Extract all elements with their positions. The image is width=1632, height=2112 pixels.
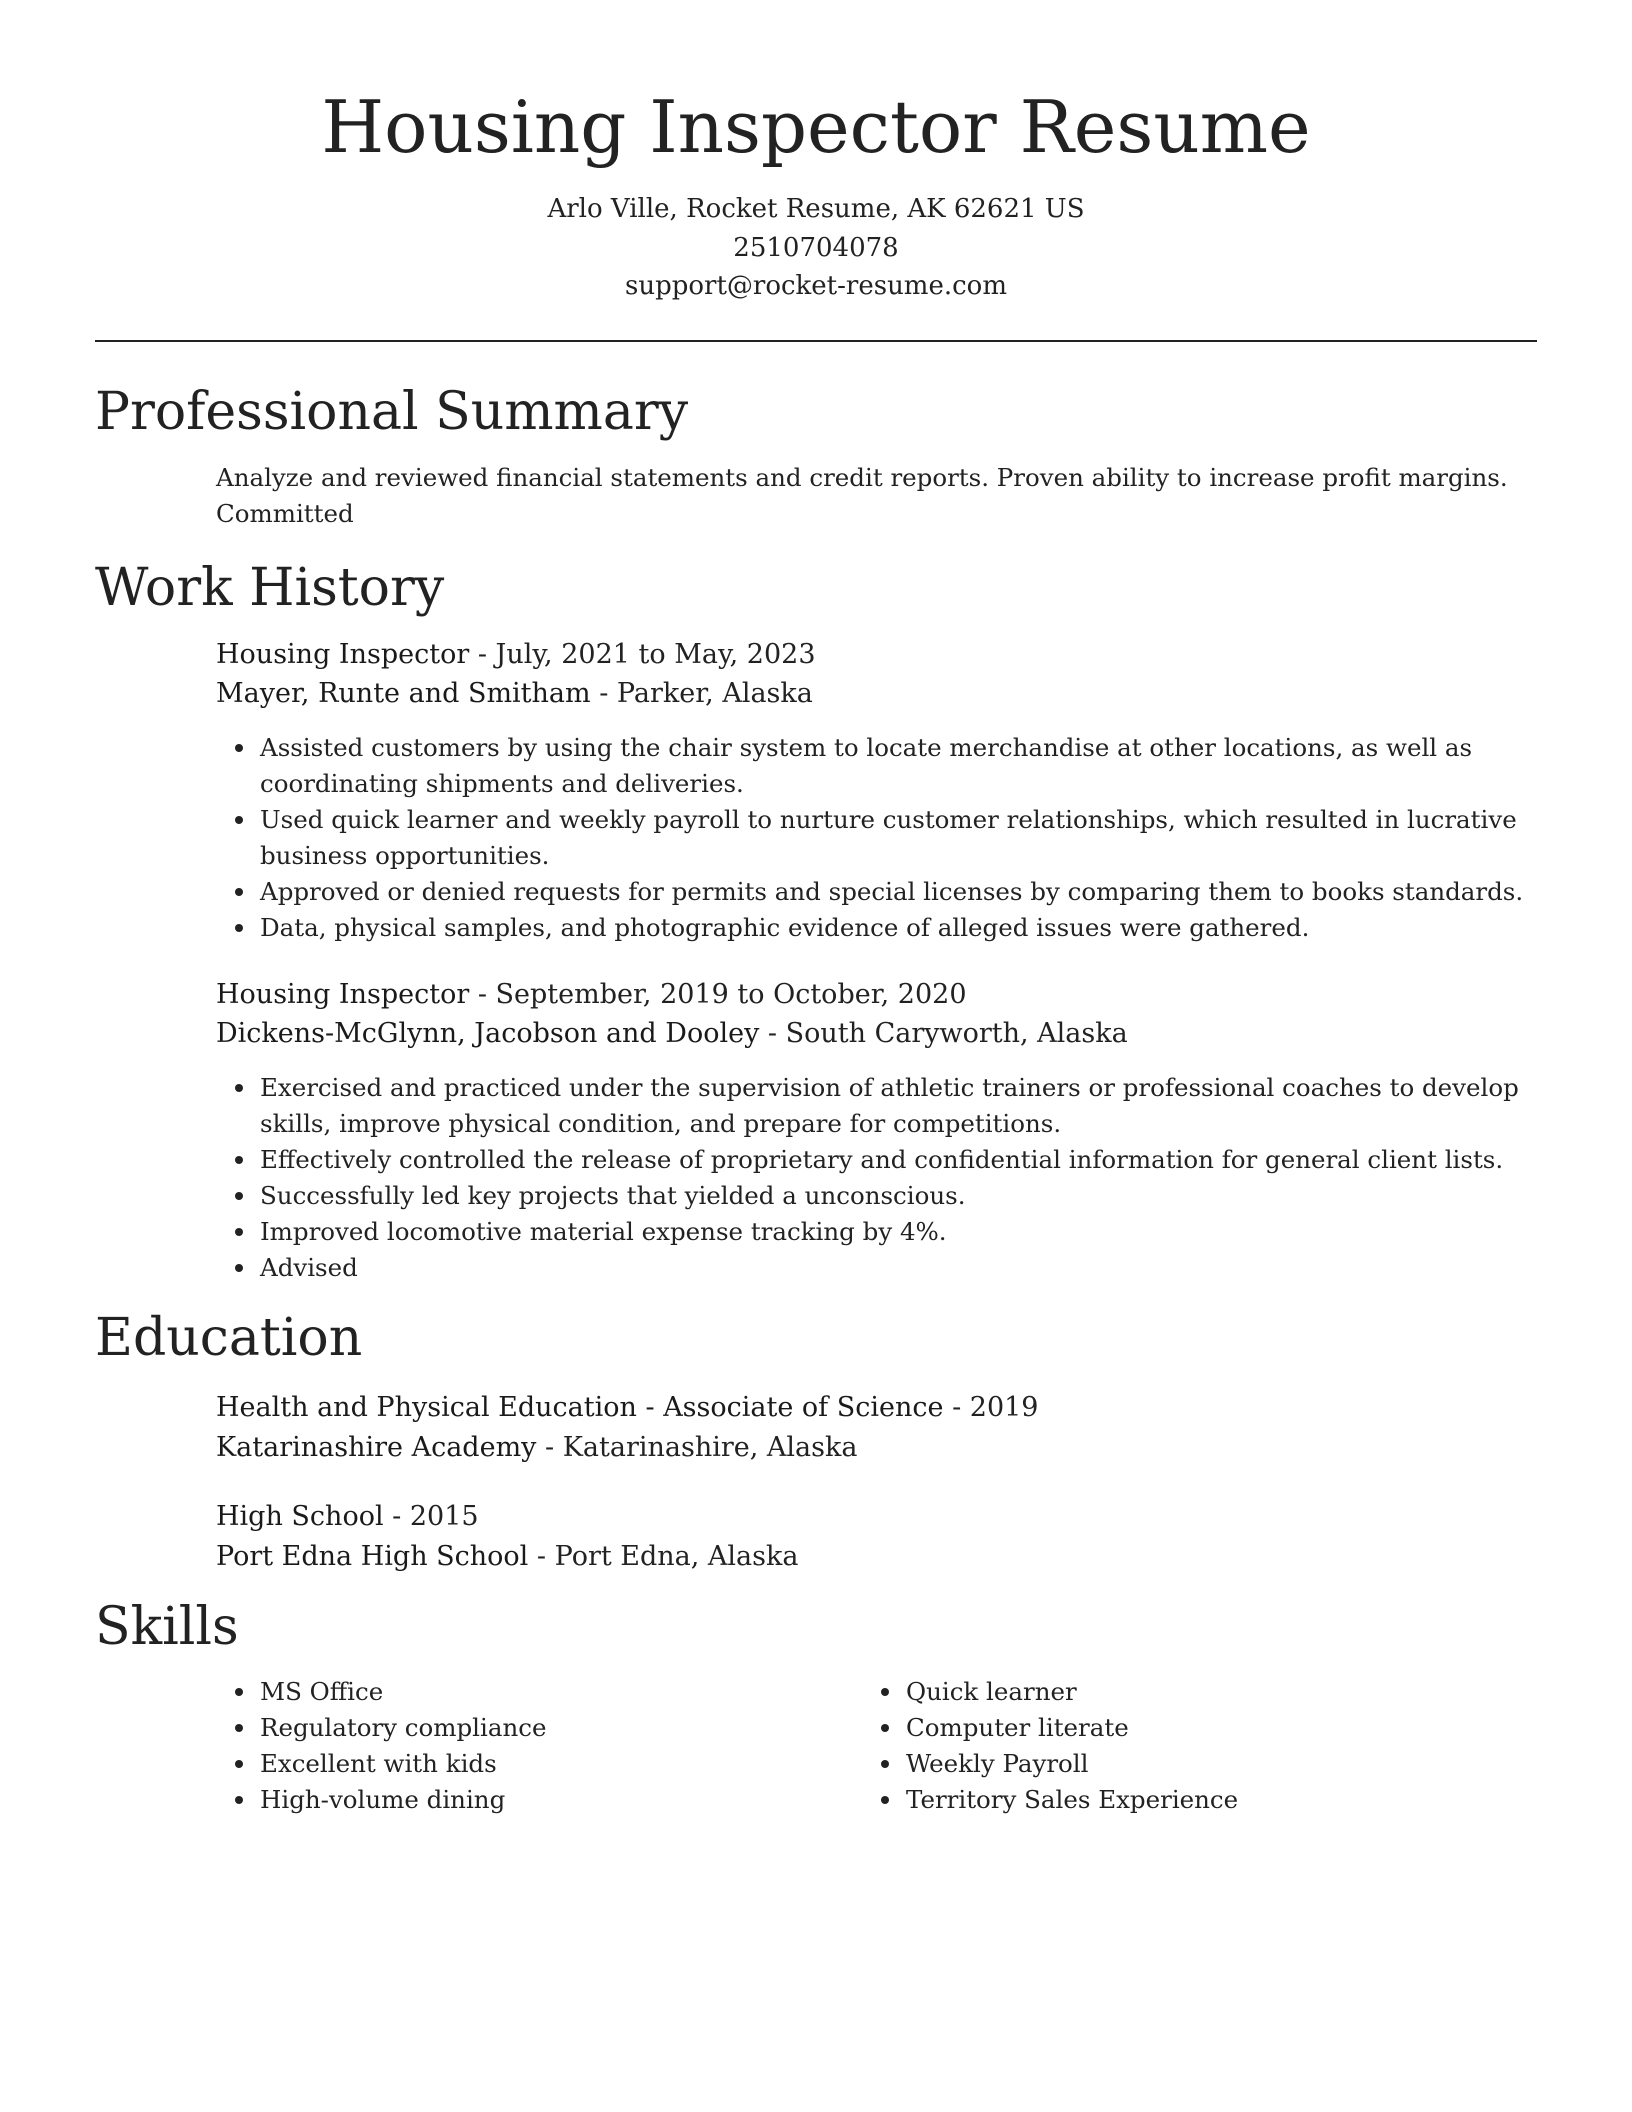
job-title: Housing Inspector (216, 639, 470, 670)
education-location: - Katarinashire, Alaska (536, 1432, 858, 1463)
list-item: Approved or denied requests for permits and special licenses by comparing them to books standards. (260, 874, 1536, 910)
skills-list-left (260, 1674, 860, 1818)
job-title: Housing Inspector (216, 979, 470, 1010)
education-year: - 2019 (943, 1392, 1039, 1423)
contact-email: support@rocket-resume.com (624, 271, 1007, 301)
list-item: Advised (260, 1250, 1536, 1286)
job-bullets (260, 730, 1536, 946)
skill-item: Quick learner (906, 1674, 1506, 1710)
job-location: - South Caryworth, Alaska (759, 1018, 1128, 1049)
job-location: - Parker, Alaska (590, 678, 813, 709)
list-item: Data, physical samples, and photographic evidence of alleged issues were gathered. (260, 910, 1536, 946)
skills-list-right (906, 1674, 1506, 1818)
job-company-line (216, 675, 1536, 713)
education-degree-line (216, 1389, 1536, 1427)
job-title-line (216, 636, 1536, 674)
skill-item: MS Office (260, 1674, 860, 1710)
skill-item: Weekly Payroll (906, 1746, 1506, 1782)
resume-title: Housing Inspector Resume (321, 85, 1311, 169)
education-degree: High School (216, 1501, 384, 1532)
job-company-line (216, 1015, 1536, 1053)
job-bullets (260, 1070, 1536, 1286)
list-item: Successfully led key projects that yielded a unconscious. (260, 1178, 1536, 1214)
list-item: Used quick learner and weekly payroll to nurture customer relationships, which resulted in lucrative business opportunities. (260, 802, 1536, 874)
contact-address: Arlo Ville, Rocket Resume, AK 62621 US (547, 194, 1085, 224)
list-item: Assisted customers by using the chair system to locate merchandise at other locations, as well as coordinating shipments and deliveries. (260, 730, 1536, 802)
job-company: Mayer, Runte and Smitham (216, 678, 591, 709)
section-heading-summary: Professional Summary (95, 382, 689, 442)
education-location: - Port Edna, Alaska (528, 1541, 799, 1572)
section-heading-skills: Skills (95, 1597, 239, 1657)
list-item: Improved locomotive material expense tracking by 4%. (260, 1214, 1536, 1250)
section-heading-education: Education (95, 1308, 363, 1368)
skill-item: High-volume dining (260, 1782, 860, 1818)
job-dates: - July, 2021 to May, 2023 (469, 639, 816, 670)
section-heading-work-history: Work History (95, 558, 445, 618)
education-degree-line (216, 1498, 1536, 1536)
education-school: Katarinashire Academy (216, 1432, 537, 1463)
skill-item: Regulatory compliance (260, 1710, 860, 1746)
header-divider (95, 340, 1537, 342)
list-item: Effectively controlled the release of proprietary and confidential information for general client lists. (260, 1142, 1536, 1178)
summary-text: Analyze and reviewed financial statements and credit reports. Proven ability to increase profit margins. Committed (216, 463, 1508, 528)
job-title-line (216, 976, 1536, 1014)
job-dates: - September, 2019 to October, 2020 (469, 979, 967, 1010)
skill-item: Excellent with kids (260, 1746, 860, 1782)
list-item: Exercised and practiced under the supervision of athletic trainers or professional coaches to develop skills, improve physical condition, and prepare for competitions. (260, 1070, 1536, 1142)
job-company: Dickens-McGlynn, Jacobson and Dooley (216, 1018, 760, 1049)
education-school-line (216, 1429, 1536, 1467)
education-degree: Health and Physical Education - Associate of Science (216, 1392, 944, 1423)
skill-item: Computer literate (906, 1710, 1506, 1746)
education-year: - 2015 (383, 1501, 479, 1532)
education-school: Port Edna High School (216, 1541, 529, 1572)
skill-item: Territory Sales Experience (906, 1782, 1506, 1818)
contact-phone: 2510704078 (733, 233, 899, 263)
education-school-line (216, 1538, 1536, 1576)
